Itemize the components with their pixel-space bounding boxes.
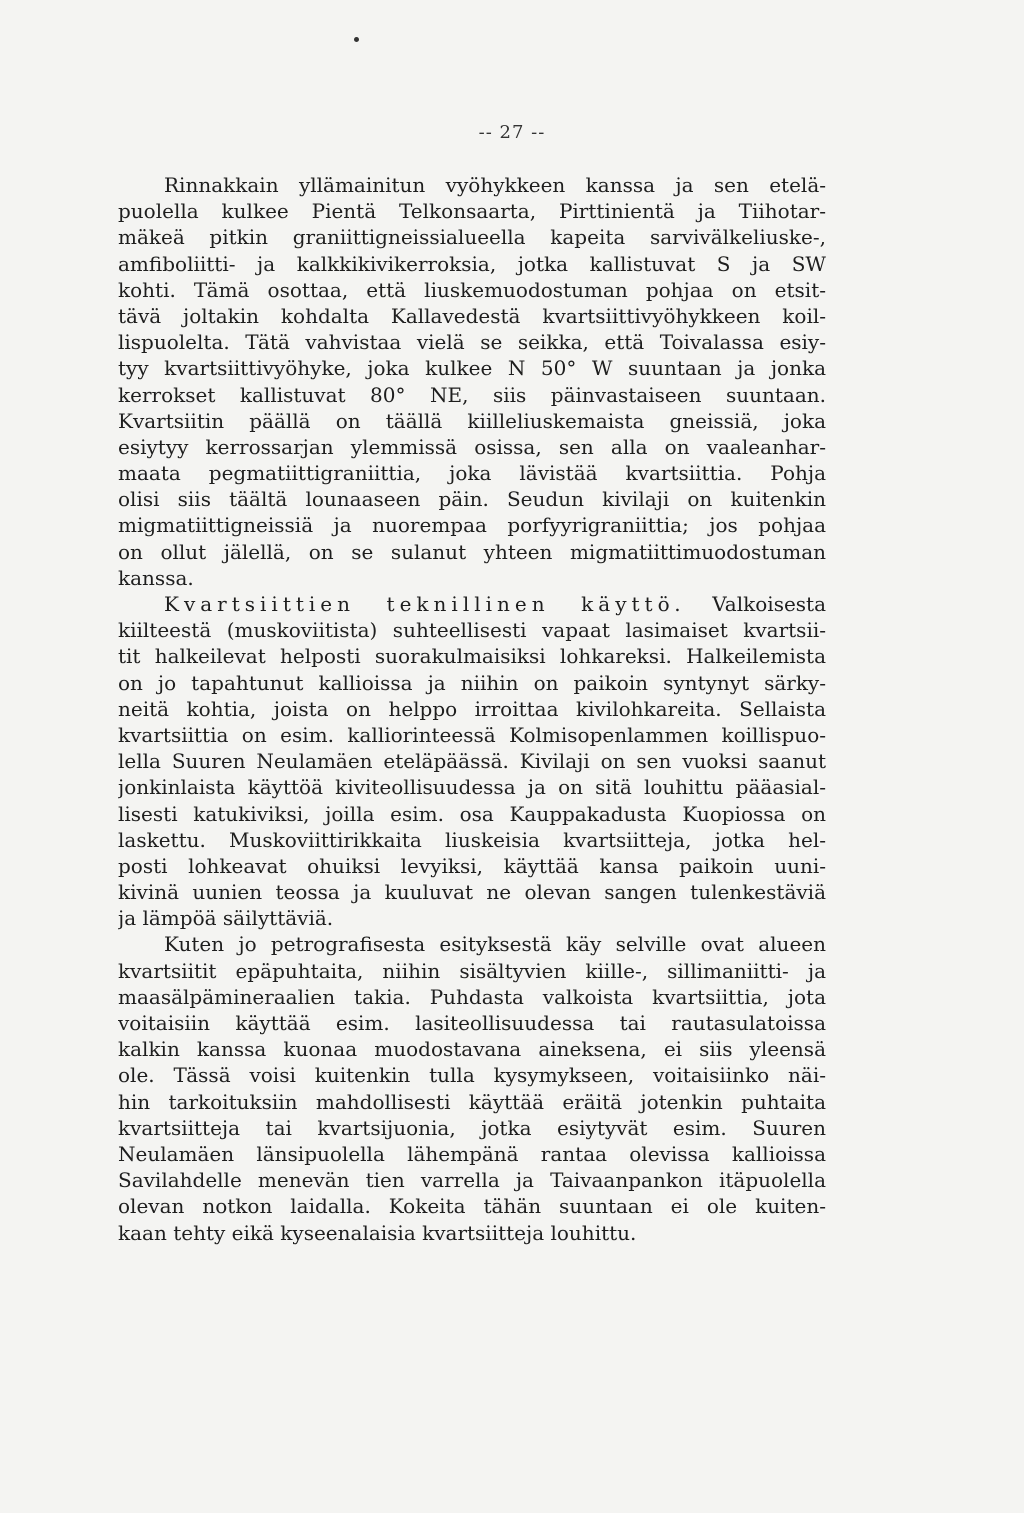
text-line: jonkinlaista käyttöä kiviteollisuudessa ja on sitä louhittu pääasial- <box>118 775 826 800</box>
text-line: puolella kulkee Pientä Telkonsaarta, Pirttinientä ja Tiihotar- <box>118 199 826 224</box>
text-line: lisesti katukiviksi, joilla esim. osa Kauppakadusta Kuopiossa on <box>118 801 826 826</box>
body-text <box>118 172 826 1246</box>
text-line: maasälpämineraalien takia. Puhdasta valkoista kvartsiittia, jota <box>118 984 826 1009</box>
text-line: Rinnakkain yllämainitun vyöhykkeen kanssa ja sen etelä- <box>164 173 826 197</box>
text-line: kalkin kanssa kuonaa muodostavana aineksena, ei siis yleensä <box>118 1037 826 1062</box>
text-line: maata pegmatiittigraniittia, joka lävistää kvartsiittia. Pohja <box>118 461 826 486</box>
text-line: kvartsiittia on esim. kalliorinteessä Kolmisopenlammen koillispuo- <box>118 722 826 747</box>
text-line: kiilteestä (muskoviitista) suhteellisesti vapaat lasimaiset kvartsii- <box>118 618 826 643</box>
text-line: ja lämpöä säilyttäviä. <box>118 906 334 931</box>
page-number: -- 27 -- <box>478 122 546 143</box>
ink-speck <box>354 37 359 42</box>
text-line: Kuten jo petrografisesta esityksestä käy selville ovat alueen <box>164 932 826 957</box>
text-line: tävä joltakin kohdalta Kallavedestä kvartsiittivyöhykkeen koil- <box>118 303 826 328</box>
text-line: neitä kohtia, joista on helppo irroittaa kivilohkareita. Sellaista <box>118 696 826 721</box>
text-line: hin tarkoituksiin mahdollisesti käyttää eräitä jotenkin puhtaita <box>118 1089 826 1114</box>
text-line: on jo tapahtunut kallioissa ja niihin on paikoin syntynyt särky- <box>118 670 826 695</box>
text-line: Neulamäen länsipuolella lähempänä rantaa olevissa kallioissa <box>118 1141 826 1166</box>
text-line: kvartsiitit epäpuhtaita, niihin sisältyvien kiille-, sillimaniitti- ja <box>118 958 826 983</box>
text-line: migmatiittigneissiä ja nuorempaa porfyyrigraniittia; jos pohjaa <box>118 513 826 538</box>
text-line: mäkeä pitkin graniittigneissialueella kapeita sarvivälkeliuske-, <box>118 225 826 250</box>
text-line: Kvartsiitin päällä on täällä kiilleliuskemaista gneissiä, joka <box>118 408 826 433</box>
text-line: kohti. Tämä osottaa, että liuskemuodostuman pohjaa on etsit- <box>118 277 826 302</box>
text-fragment: Valkoisesta <box>712 592 826 616</box>
text-line: laskettu. Muskoviittirikkaita liuskeisia kvartsiitteja, jotka hel- <box>118 827 826 852</box>
text-line: tit halkeilevat helposti suorakulmaisiksi lohkareksi. Halkeilemista <box>118 644 826 669</box>
text-line: olevan notkon laidalla. Kokeita tähän suuntaan ei ole kuiten- <box>118 1194 826 1219</box>
text-line: kaan tehty eikä kyseenalaisia kvartsiitteja louhittu. <box>118 1220 637 1245</box>
text-line: kvartsiitteja tai kvartsijuonia, jotka esiytyvät esim. Suuren <box>118 1115 826 1140</box>
text-line: kivinä uunien teossa ja kuuluvat ne olevan sangen tulenkestäviä <box>118 880 826 905</box>
text-line: olisi siis täältä lounaaseen päin. Seudun kivilaji on kuitenkin <box>118 487 826 512</box>
text-line: lispuolelta. Tätä vahvistaa vielä se seikka, että Toivalassa esiy- <box>118 330 826 355</box>
section-heading-line <box>118 591 826 617</box>
text-line: posti lohkeavat ohuiksi levyiksi, käyttää kansa paikoin uuni- <box>118 853 826 878</box>
text-line: on ollut jälellä, on se sulanut yhteen migmatiittimuodostuman <box>118 539 826 564</box>
section-heading: Kvartsiittien teknillinen käyttö. <box>164 592 686 616</box>
text-line: ole. Tässä voisi kuitenkin tulla kysymykseen, voitaisiinko näi- <box>118 1063 826 1088</box>
text-line: voitaisiin käyttää esim. lasiteollisuudessa tai rautasulatoissa <box>118 1011 826 1035</box>
text-line: Savilahdelle menevän tien varrella ja Taivaanpankon itäpuolella <box>118 1168 826 1193</box>
text-line: amfiboliitti- ja kalkkikivikerroksia, jotka kallistuvat S ja SW <box>118 251 826 276</box>
text-line: esiytyy kerrossarjan ylemmissä osissa, sen alla on vaaleanhar- <box>118 434 826 459</box>
text-line: lella Suuren Neulamäen eteläpäässä. Kivilaji on sen vuoksi saanut <box>118 749 826 774</box>
text-line: tyy kvartsiittivyöhyke, joka kulkee N 50° W suuntaan ja jonka <box>118 356 826 381</box>
text-line: kerrokset kallistuvat 80° NE, siis päinvastaiseen suuntaan. <box>118 382 826 407</box>
text-line: kanssa. <box>118 565 194 590</box>
